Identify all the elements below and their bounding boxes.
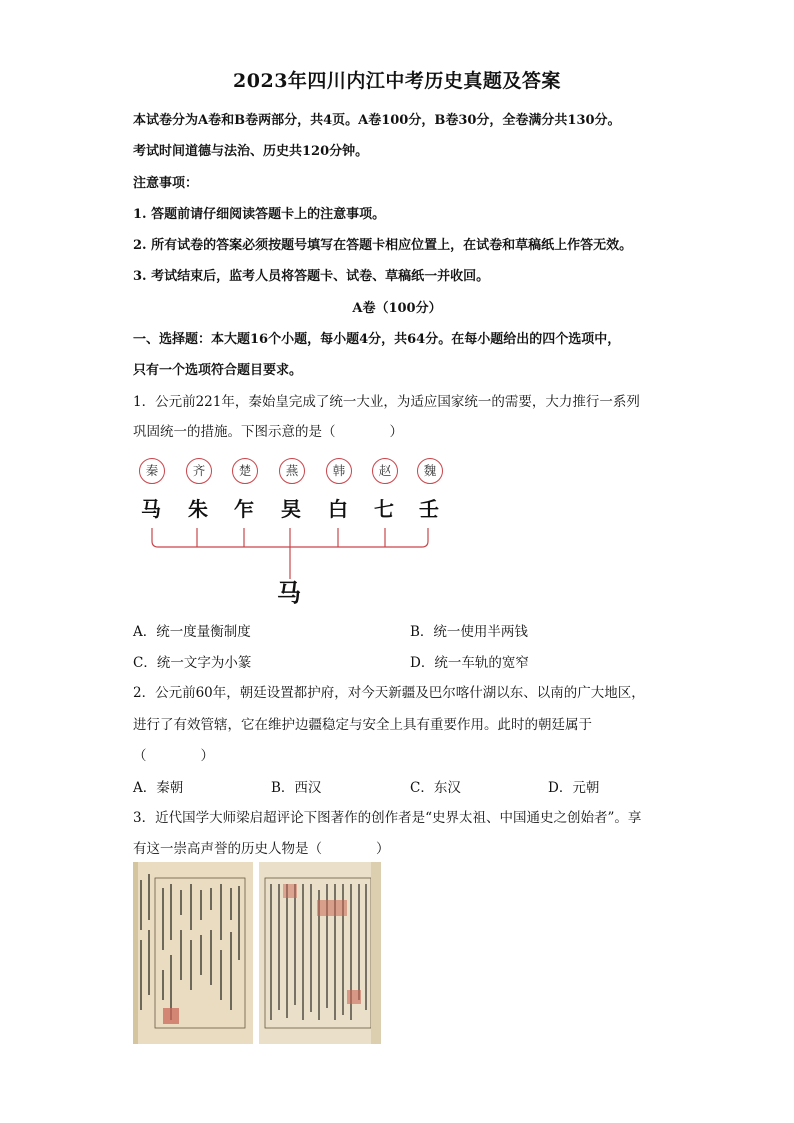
- state-circle-qi: 齐: [186, 458, 212, 484]
- intro-line-1: 本试卷分为A卷和B卷两部分，共4页。A卷100分，B卷30分，全卷满分共130分。: [133, 113, 621, 128]
- intro-line-2: 考试时间道德与法治、历史共120分钟。: [133, 144, 369, 159]
- script-glyph-qi: 朱: [188, 497, 208, 521]
- note-item-2: 2. 所有试卷的答案必须按题号填写在答题卡相应位置上，在试卷和草稿纸上作答无效。: [133, 238, 633, 253]
- q3-line-2: 有这一崇高声誉的历史人物是（ ）: [133, 841, 390, 857]
- part1-line-1: 一、选择题：本大题16个小题，每小题4分，共64分。在每小题给出的四个选项中，: [133, 332, 621, 347]
- result-glyph: 马: [277, 578, 301, 607]
- part1-line-2: 只有一个选项符合题目要求。: [133, 363, 303, 378]
- q2-option-a: A．秦朝: [133, 780, 184, 796]
- script-glyph-qin: 马: [141, 497, 161, 521]
- q1-option-a: A．统一度量衡制度: [133, 624, 251, 640]
- q2-line-1: 2．公元前60年，朝廷设置都护府，对今天新疆及巴尔喀什湖以东、以南的广大地区，: [133, 685, 645, 701]
- q1-bracket-lines: [140, 525, 440, 580]
- book-left-page: [133, 862, 253, 1044]
- script-glyph-yan: 旲: [281, 497, 301, 521]
- state-circle-qin: 秦: [139, 458, 165, 484]
- q1-option-d: D．统一车轨的宽窄: [410, 655, 529, 671]
- notes-heading: 注意事项：: [133, 176, 199, 191]
- q2-option-b: B．西汉: [271, 780, 322, 796]
- state-circle-han: 韩: [326, 458, 352, 484]
- state-circle-chu: 楚: [232, 458, 258, 484]
- historical-book-image: [133, 860, 381, 1046]
- script-glyph-zhao: 七: [374, 497, 394, 521]
- q1-line-2: 巩固统一的措施。下图示意的是（ ）: [133, 424, 403, 440]
- q1-option-c: C．统一文字为小篆: [133, 655, 252, 671]
- book-right-page: [259, 862, 381, 1044]
- page-title: 2023年四川内江中考历史真题及答案: [233, 70, 561, 92]
- q1-line-1: 1．公元前221年，秦始皇完成了统一大业，为适应国家统一的需要，大力推行一系列: [133, 394, 640, 410]
- q3-line-1: 3．近代国学大师梁启超评论下图著作的创作者是“史界太祖、中国通史之创始者”。享: [133, 810, 642, 826]
- q2-option-d: D．元朝: [548, 780, 600, 796]
- section-a-heading: A卷（100分）: [352, 301, 442, 316]
- state-circle-yan: 燕: [279, 458, 305, 484]
- q2-line-2: 进行了有效管辖，它在维护边疆稳定与安全上具有重要作用。此时的朝廷属于: [133, 717, 592, 733]
- script-glyph-wei: 壬: [419, 497, 439, 521]
- q1-option-b: B．统一使用半两钱: [410, 624, 528, 640]
- script-glyph-han: 白: [328, 497, 348, 521]
- state-circle-wei: 魏: [417, 458, 443, 484]
- q2-option-c: C．东汉: [410, 780, 461, 796]
- note-item-1: 1. 答题前请仔细阅读答题卡上的注意事项。: [133, 207, 386, 222]
- script-glyph-chu: 乍: [234, 497, 254, 521]
- state-circle-zhao: 赵: [372, 458, 398, 484]
- q2-line-3: （ ）: [133, 748, 214, 764]
- note-item-3: 3. 考试结束后，监考人员将答题卡、试卷、草稿纸一并收回。: [133, 269, 490, 284]
